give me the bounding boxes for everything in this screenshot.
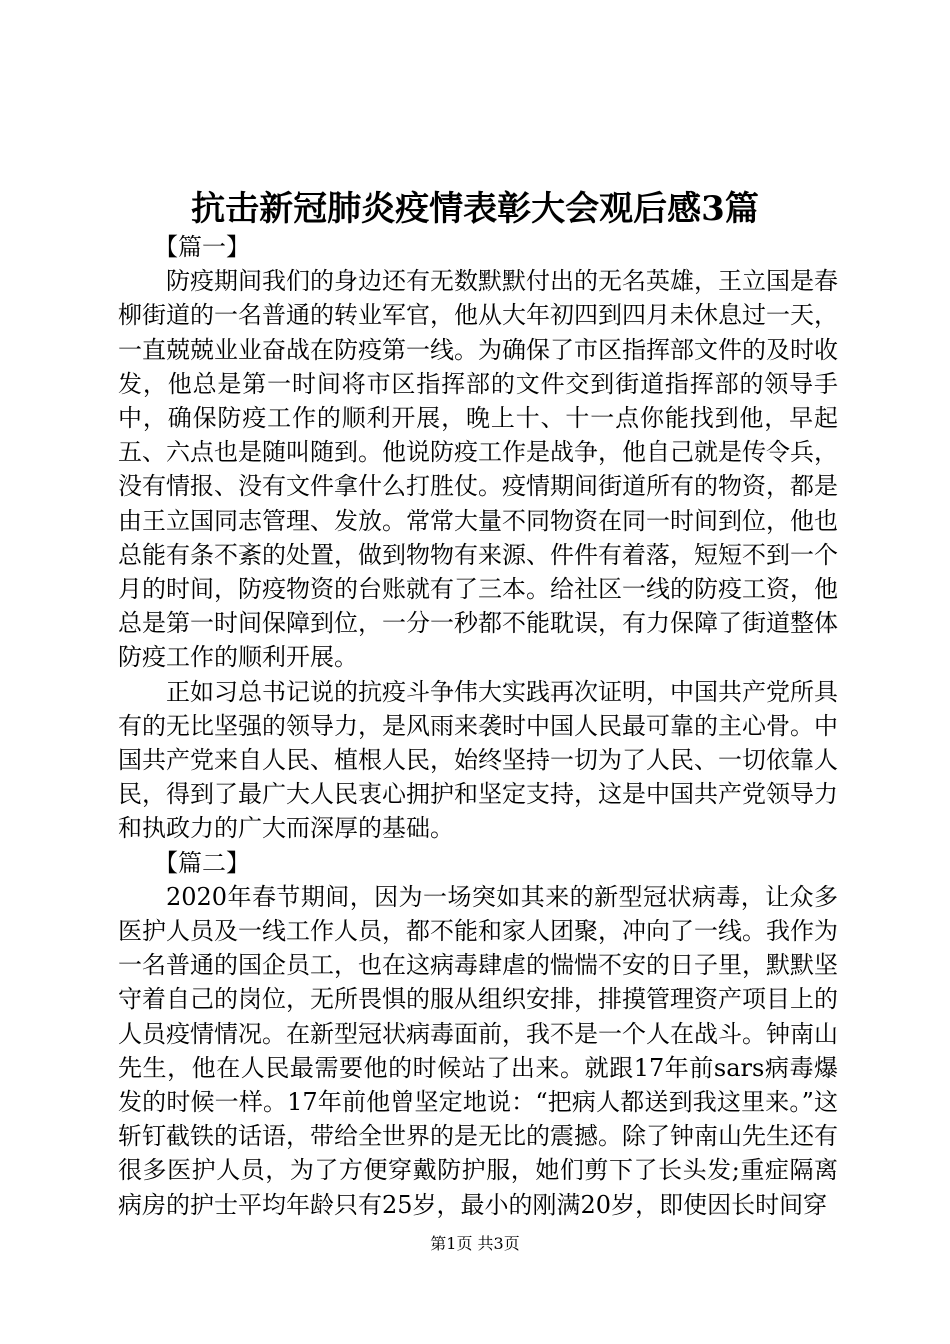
- document-body: [118, 230, 838, 1222]
- section-heading-2: 【篇二】: [154, 848, 250, 877]
- paragraph-1-1: 防疫期间我们的身边还有无数默默付出的无名英雄，王立国是春柳街道的一名普通的转业军官，他从大年初四到四月未休息过一天，一直兢兢业业奋战在防疫第一线。为确保了市区指挥部文件的及时收发，他总是第一时间将市区指挥部的文件交到街道指挥部的领导手中，确保防疫工作的顺利开展，晚上十、十一点你能找到他，早起五、六点也是随叫随到。他说防疫工作是战争，他自己就是传令兵，没有情报、没有文件拿什么打胜仗。疫情期间街道所有的物资，都是由王立国同志管理、发放。常常大量不同物资在同一时间到位，他也总能有条不紊的处置，做到物物有来源、件件有着落，短短不到一个月的时间，防疫物资的台账就有了三本。给社区一线的防疫工资，他总是第一时间保障到位，一分一秒都不能耽误，有力保障了街道整体防疫工作的顺利开展。: [118, 267, 838, 672]
- paragraph-1-2: 正如习总书记说的抗疫斗争伟大实践再次证明，中国共产党所具有的无比坚强的领导力，是风雨来袭时中国人民最可靠的主心骨。中国共产党来自人民、植根人民，始终坚持一切为了人民、一切依靠人民，得到了最广大人民衷心拥护和坚定支持，这是中国共产党领导力和执政力的广大而深厚的基础。: [118, 677, 838, 843]
- section-heading-1: 【篇一】: [154, 233, 250, 261]
- paragraph-2-1: 2020年春节期间，因为一场突如其来的新型冠状病毒，让众多医护人员及一线工作人员，都不能和家人团聚，冲向了一线。我作为一名普通的国企员工，也在这病毒肆虐的惴惴不安的日子里，默默坚守着自己的岗位，无所畏惧的服从组织安排，排摸管理资产项目上的人员疫情情况。在新型冠状病毒面前，我不是一个人在战斗。钟南山先生，他在人民最需要他的时候站了出来。就跟17年前sars病毒爆发的时候一样。17年前他曾坚定地说：“把病人都送到我这里来。”这斩钉截铁的话语，带给全世界的是无比的震撼。除了钟南山先生还有很多医护人员，为了方便穿戴防护服，她们剪下了长头发;重症隔离病房的护士平均年龄只有25岁，最小的刚满20岁，即使因长时间穿: [118, 882, 838, 1219]
- document-title: 抗击新冠肺炎疫情表彰大会观后感3篇: [191, 189, 759, 229]
- page-footer: 第1页 共3页: [430, 1234, 520, 1253]
